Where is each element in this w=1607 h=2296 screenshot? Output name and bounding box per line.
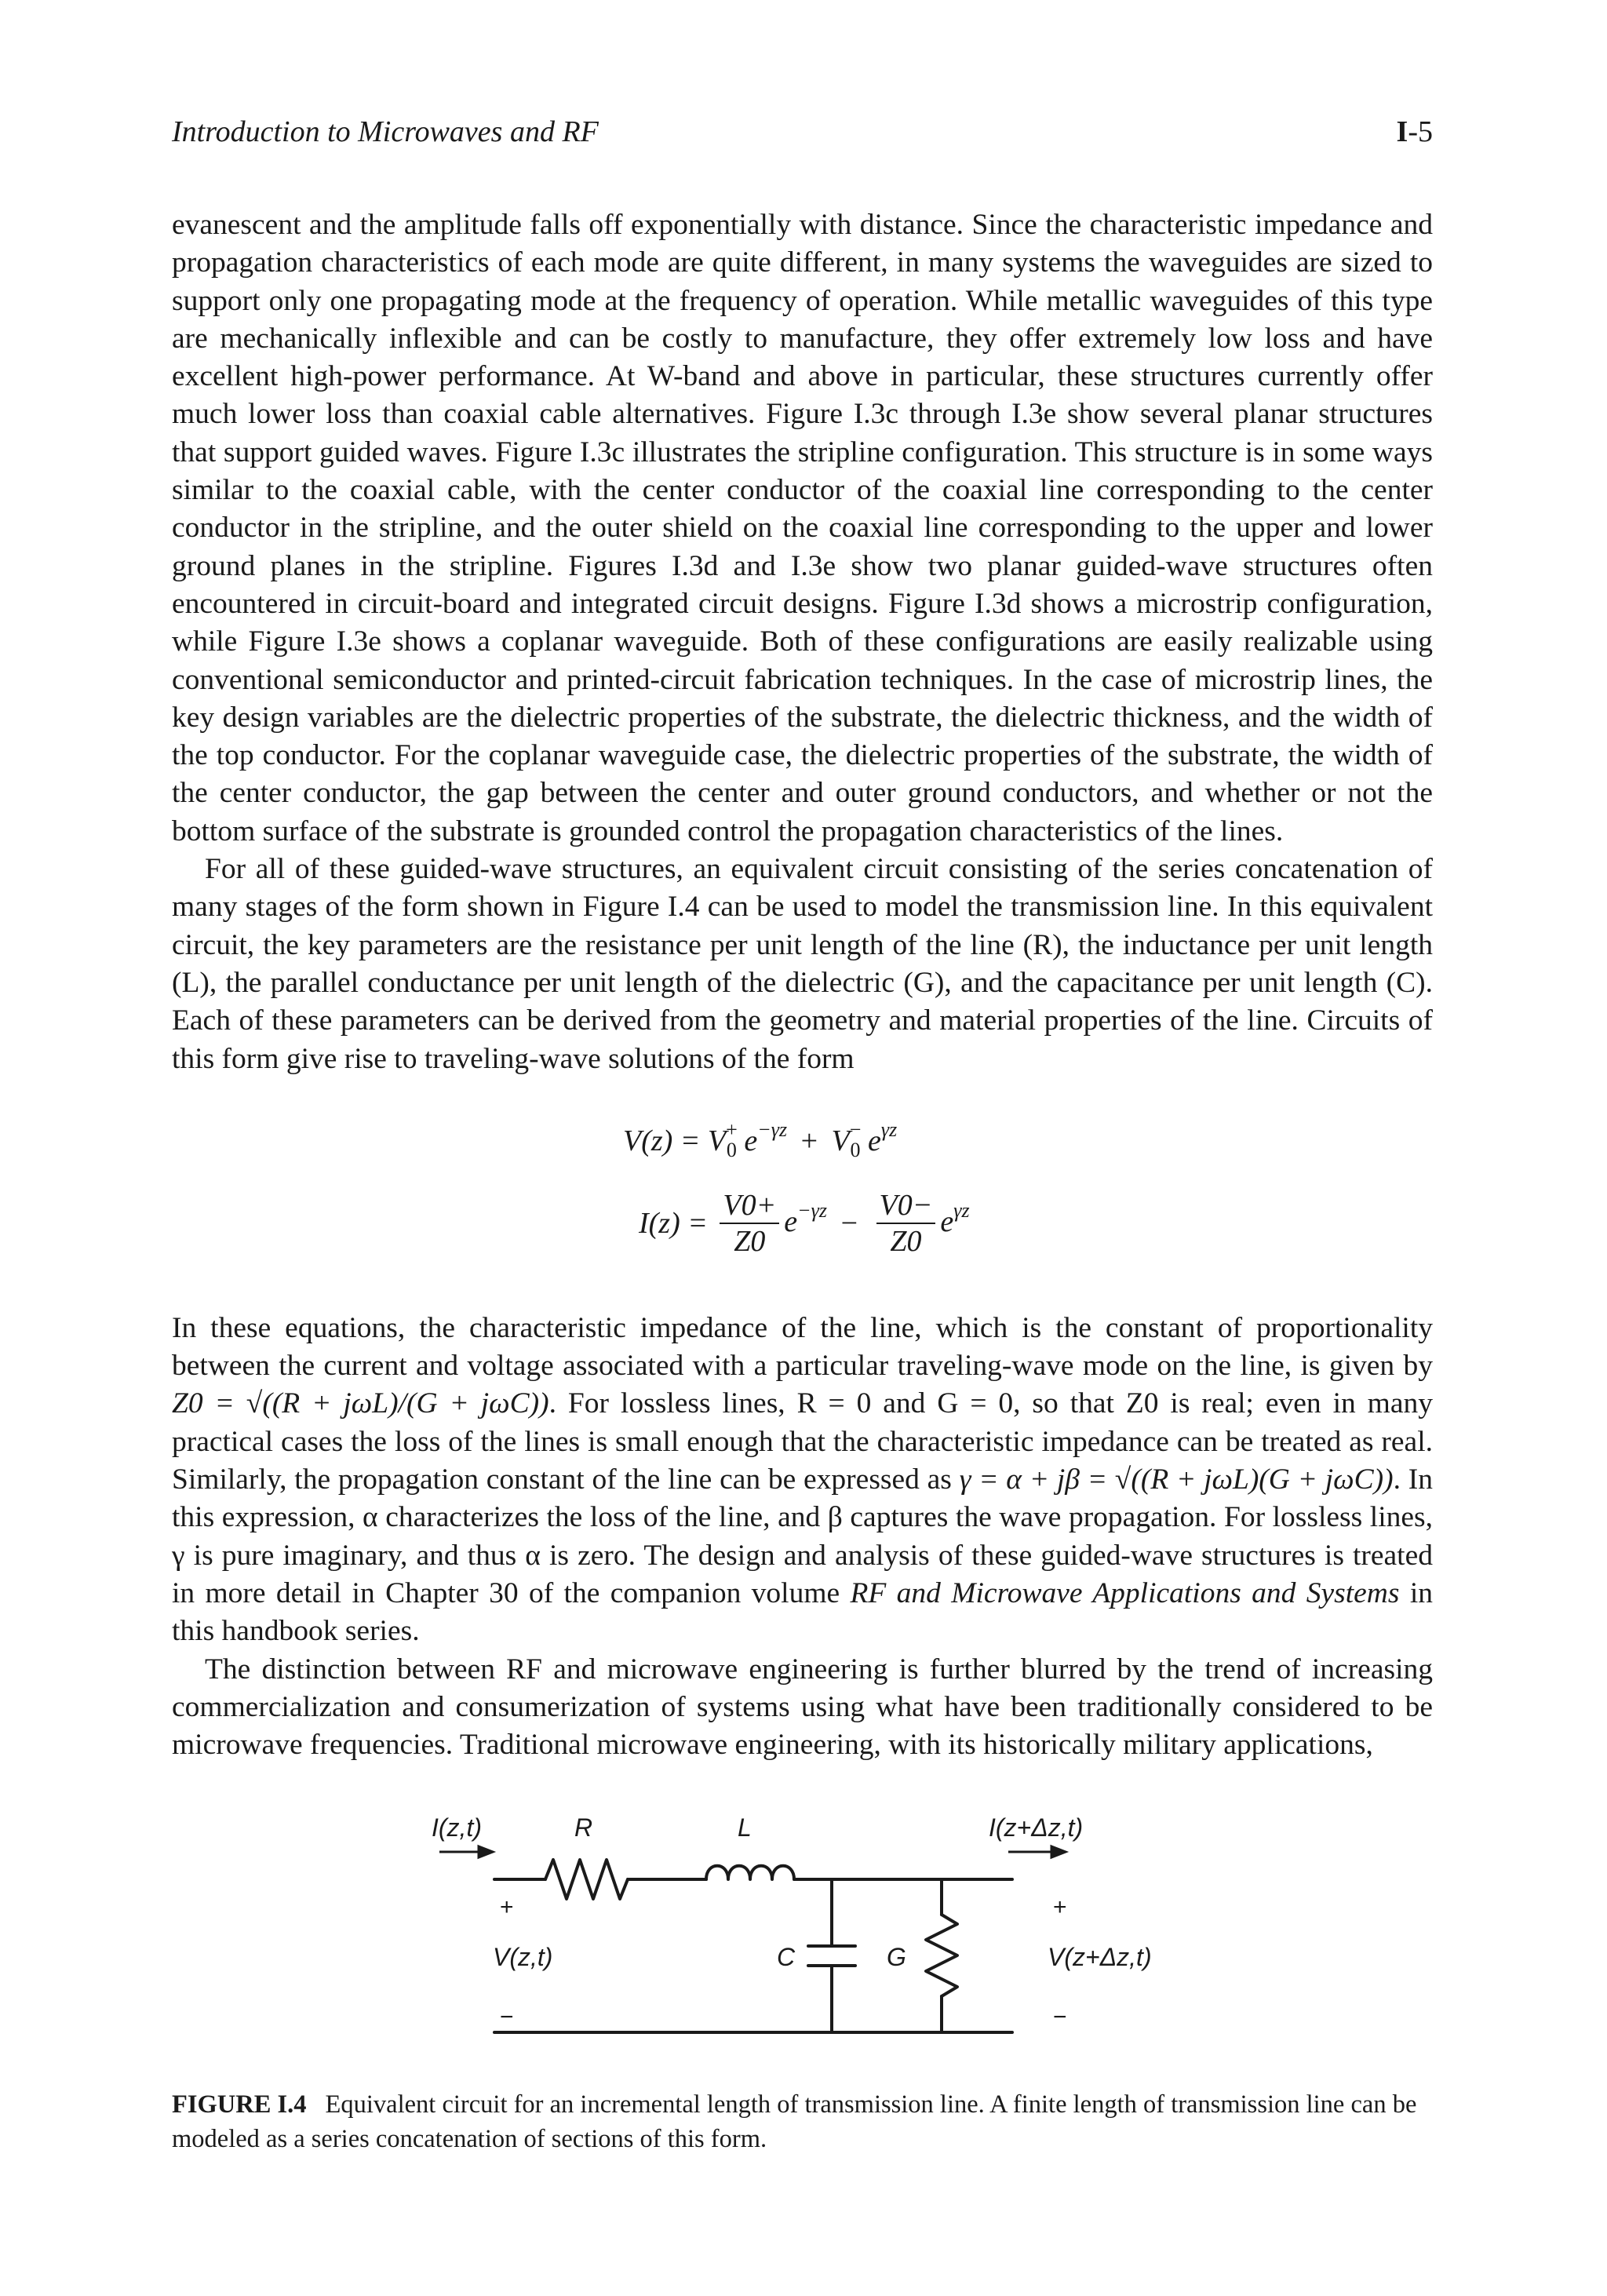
caption-text: Equivalent circuit for an incremental length of transmission line. A finite length of transmission line can be modeled as a series concatenation of sections of this form. [172,2090,1417,2153]
page-number: I-5 [1396,115,1433,148]
inductor-l [706,1866,794,1879]
paragraph-4: The distinction between RF and microwave engineering is further blurred by the trend of increasing commercialization and consumerization of systems using what have been traditionally considered to be microwave frequencies. Traditional microwave engineering, with its historically military applications, [172,1653,1433,1762]
equation-voltage: $V(z) = V^+_0$ $e^{-\gamma z} + V^-_0$ $e^{\gamma z}$ [623,1117,898,1161]
book-title: RF and Microwave Applications and Systems [850,1576,1400,1609]
current-arrowhead-right [1051,1846,1066,1857]
label-voltage-in: V(z,t) [493,1943,553,1971]
current-arrowhead-left [479,1846,493,1857]
paragraph-1: evanescent and the amplitude falls off exponentially with distance. Since the characteristic impedance and propagation characteristics of each mode are quite different, in many systems the waveguides are sized to support only one propagating mode at the frequency of operation. While metallic waveguides of this type are mechanically inflexible and can be costly to manufacture, they offer extremely low loss and have excellent high-power performance. At W-band and above in particular, these structures currently offer much lower loss than coaxial cable alternatives. Figure I.3c through I.3e show several planar structures that support guided waves. Figure I.3c illustrates the stripline configuration. This structure is in some ways similar to the coaxial cable, with the center conductor of the coaxial line corresponding to the center conductor in the stripline, and the outer shield on the coaxial line corresponding to the upper and lower ground planes in the stripline. Figures I.3d and I.3e show two planar guided-wave structures often encountered in circuit-board and integrated circuit designs. Figure I.3d shows a microstrip configuration, while Figure I.3e shows a coplanar waveguide. Both of these configurations are easily realizable using conventional semiconductor and printed-circuit fabrication techniques. In the case of microstrip lines, the key design variables are the dielectric properties of the substrate, the dielectric thickness, and the width of the top conductor. For the coplanar waveguide case, the dielectric properties of the substrate, the width of the center conductor, the gap between the center and outer ground conductors, and whether or not the bottom surface of the substrate is grounded control the propagation characteristics of the lines. [172,209,1433,847]
label-conductance: G [887,1943,906,1971]
label-current-in: I(z,t) [432,1813,482,1842]
resistor-r [545,1860,628,1899]
label-inductance: L [738,1813,752,1842]
figure-caption [172,2087,1433,2156]
label-plus-right: + [1053,1894,1067,1920]
equation-block [172,1078,1433,1310]
label-voltage-out: V(z+Δz,t) [1048,1943,1152,1971]
paragraph-3: In these equations, the characteristic impedance of the line, which is the constant of proportionality between the current and voltage associated with a particular traveling-wave mode on the line, is given by Z0 = √((R + jωL)/(G + jωC)). For lossless lines, R = 0 and G = 0, so that Z0 is real; even in many practical cases the loss of the lines is small enough that the characteristic impedance can be treated as real. Similarly, the propagation constant of the line can be expressed as γ = α + jβ = √((R + jωL)(G + jωC)). In this expression, α characterizes the loss of the line, and β captures the wave propagation. For lossless lines, γ is pure imaginary, and thus α is zero. The design and analysis of these guided-wave structures is treated in more detail in Chapter 30 of the companion volume RF and Microwave Applications and Systems in this handbook series. [172,1311,1433,1648]
figure-circuit [424,1805,1193,2064]
label-minus-right: − [1053,2004,1067,2030]
fraction-1: $\frac{V0+}{Z0}$ [720,1188,779,1259]
equation-current: I(z) = $\frac{V0+}{Z0}$ $e^{-\gamma z}$ − $\frac{V0-}{Z0}$ $e^{\gamma z}$ [639,1188,970,1258]
body-text [172,206,1433,1764]
z0-expression: Z0 = √((R + jωL)/(G + jωC)) [172,1387,549,1420]
label-plus-left: + [500,1894,514,1920]
fraction-2: $\frac{V0-}{Z0}$ [876,1188,936,1259]
running-header [172,115,1433,154]
label-resistance: R [574,1813,593,1842]
label-capacitance: C [777,1943,796,1971]
paragraph-2: For all of these guided-wave structures, an equivalent circuit consisting of the series concatenation of many stages of the form shown in Figure I.4 can be used to model the transmission line. In this equivalent circuit, the key parameters are the resistance per unit length of the line (R), the inductance per unit length (L), the parallel conductance per unit length of the dielectric (G), and the capacitance per unit length (C). Each of these parameters can be derived from the geometry and material properties of the line. Circuits of this form give rise to traveling-wave solutions of the form [172,853,1433,1075]
gamma-expression: γ = α + jβ = √((R + jωL)(G + jωC)) [959,1463,1394,1496]
resistor-g [926,1915,957,1996]
label-minus-left: − [500,2004,514,2030]
label-current-out: I(z+Δz,t) [989,1813,1084,1842]
circuit-diagram [424,1805,1193,2064]
running-title: Introduction to Microwaves and RF [172,115,599,148]
figure-label: FIGURE I.4 [172,2090,307,2119]
